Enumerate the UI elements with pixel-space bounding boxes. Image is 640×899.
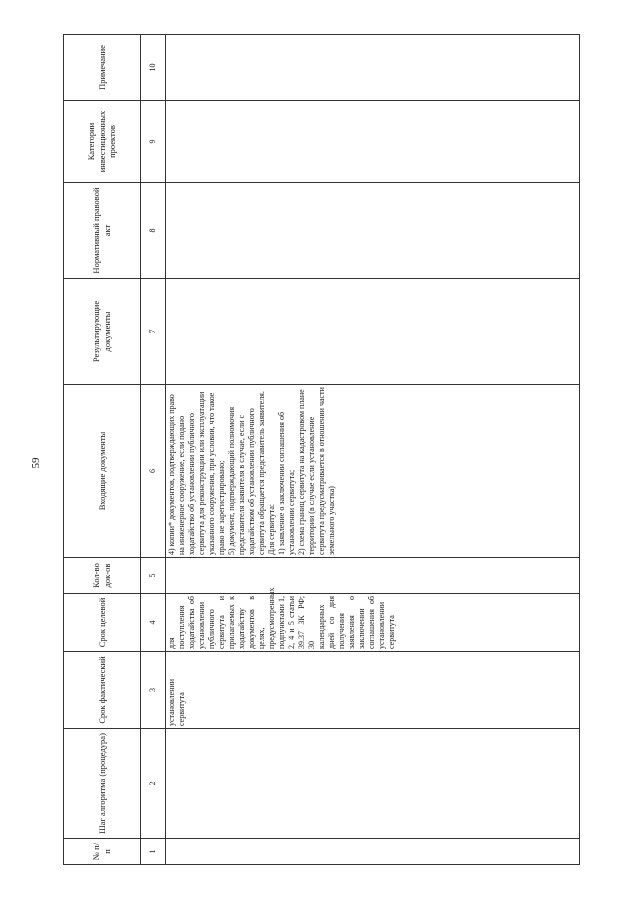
column-number: 7: [141, 279, 166, 385]
table-row: [166, 35, 580, 865]
cell-legal-act: [166, 183, 580, 279]
header-cell: Срок фактический: [64, 652, 141, 729]
rotated-table-wrapper: [63, 35, 580, 865]
column-number: 6: [141, 385, 166, 558]
header-cell: Примечание: [64, 35, 141, 101]
page-number: 59: [30, 457, 42, 469]
column-number: 3: [141, 652, 166, 729]
column-number: 5: [141, 558, 166, 594]
header-cell: Кол-во док-ов: [64, 558, 141, 594]
cell-doc-count: [166, 558, 580, 594]
cell-result-documents: [166, 279, 580, 385]
header-cell: Шаг алгоритма (процедура): [64, 729, 141, 839]
cell-note: [166, 35, 580, 101]
header-cell: Входящие документы: [64, 385, 141, 558]
cell-number: [166, 839, 580, 865]
header-cell: № п/п: [64, 839, 141, 865]
procedure-table: [63, 34, 580, 865]
header-cell: Нормативный правовой акт: [64, 183, 141, 279]
cell-target-term: для поступления ходатайства об установлении публичного сервитута и прилагаемых к ходатайству документов в целях, предусмотренных подпунктами 1, 2, 4 и 5 статьи 39.37 ЗК РФ; 30 календарных дней со дня получения заявления о заключении соглашения об установлении сервитута: [166, 594, 580, 652]
cell-step: [166, 729, 580, 839]
header-row: [64, 35, 141, 865]
cell-incoming-documents: 4) копии* документов, подтверждающих право на инженерное сооружение, если подано ходатайство об установлении публичного сервитута для реконструкции или эксплуатации указанного сооружения, при условии, что такое право не зарегистрировано; 5) документ, подтверждающий полномочия представителя заявителя в случае, если с ходатайством об установлении публичного сервитута обращается представитель заявителя. Для сервитута: 1) заявление о заключении соглашения об установлении сервитута; 2) схема границ сервитута на кадастровом плане территории (в случае если установление сервитута предусматривается в отношении части земельного участка): [166, 385, 580, 558]
column-number: 9: [141, 101, 166, 183]
column-number-row: [141, 35, 166, 865]
header-cell: Результирующие документы: [64, 279, 141, 385]
column-number: 2: [141, 729, 166, 839]
column-number: 10: [141, 35, 166, 101]
column-number: 4: [141, 594, 166, 652]
column-number: 1: [141, 839, 166, 865]
column-number: 8: [141, 183, 166, 279]
header-cell: Срок целевой: [64, 594, 141, 652]
cell-project-categories: [166, 101, 580, 183]
header-cell: Категории инвестиционных проектов: [64, 101, 141, 183]
cell-actual-term: установлении сервитута: [166, 652, 580, 729]
